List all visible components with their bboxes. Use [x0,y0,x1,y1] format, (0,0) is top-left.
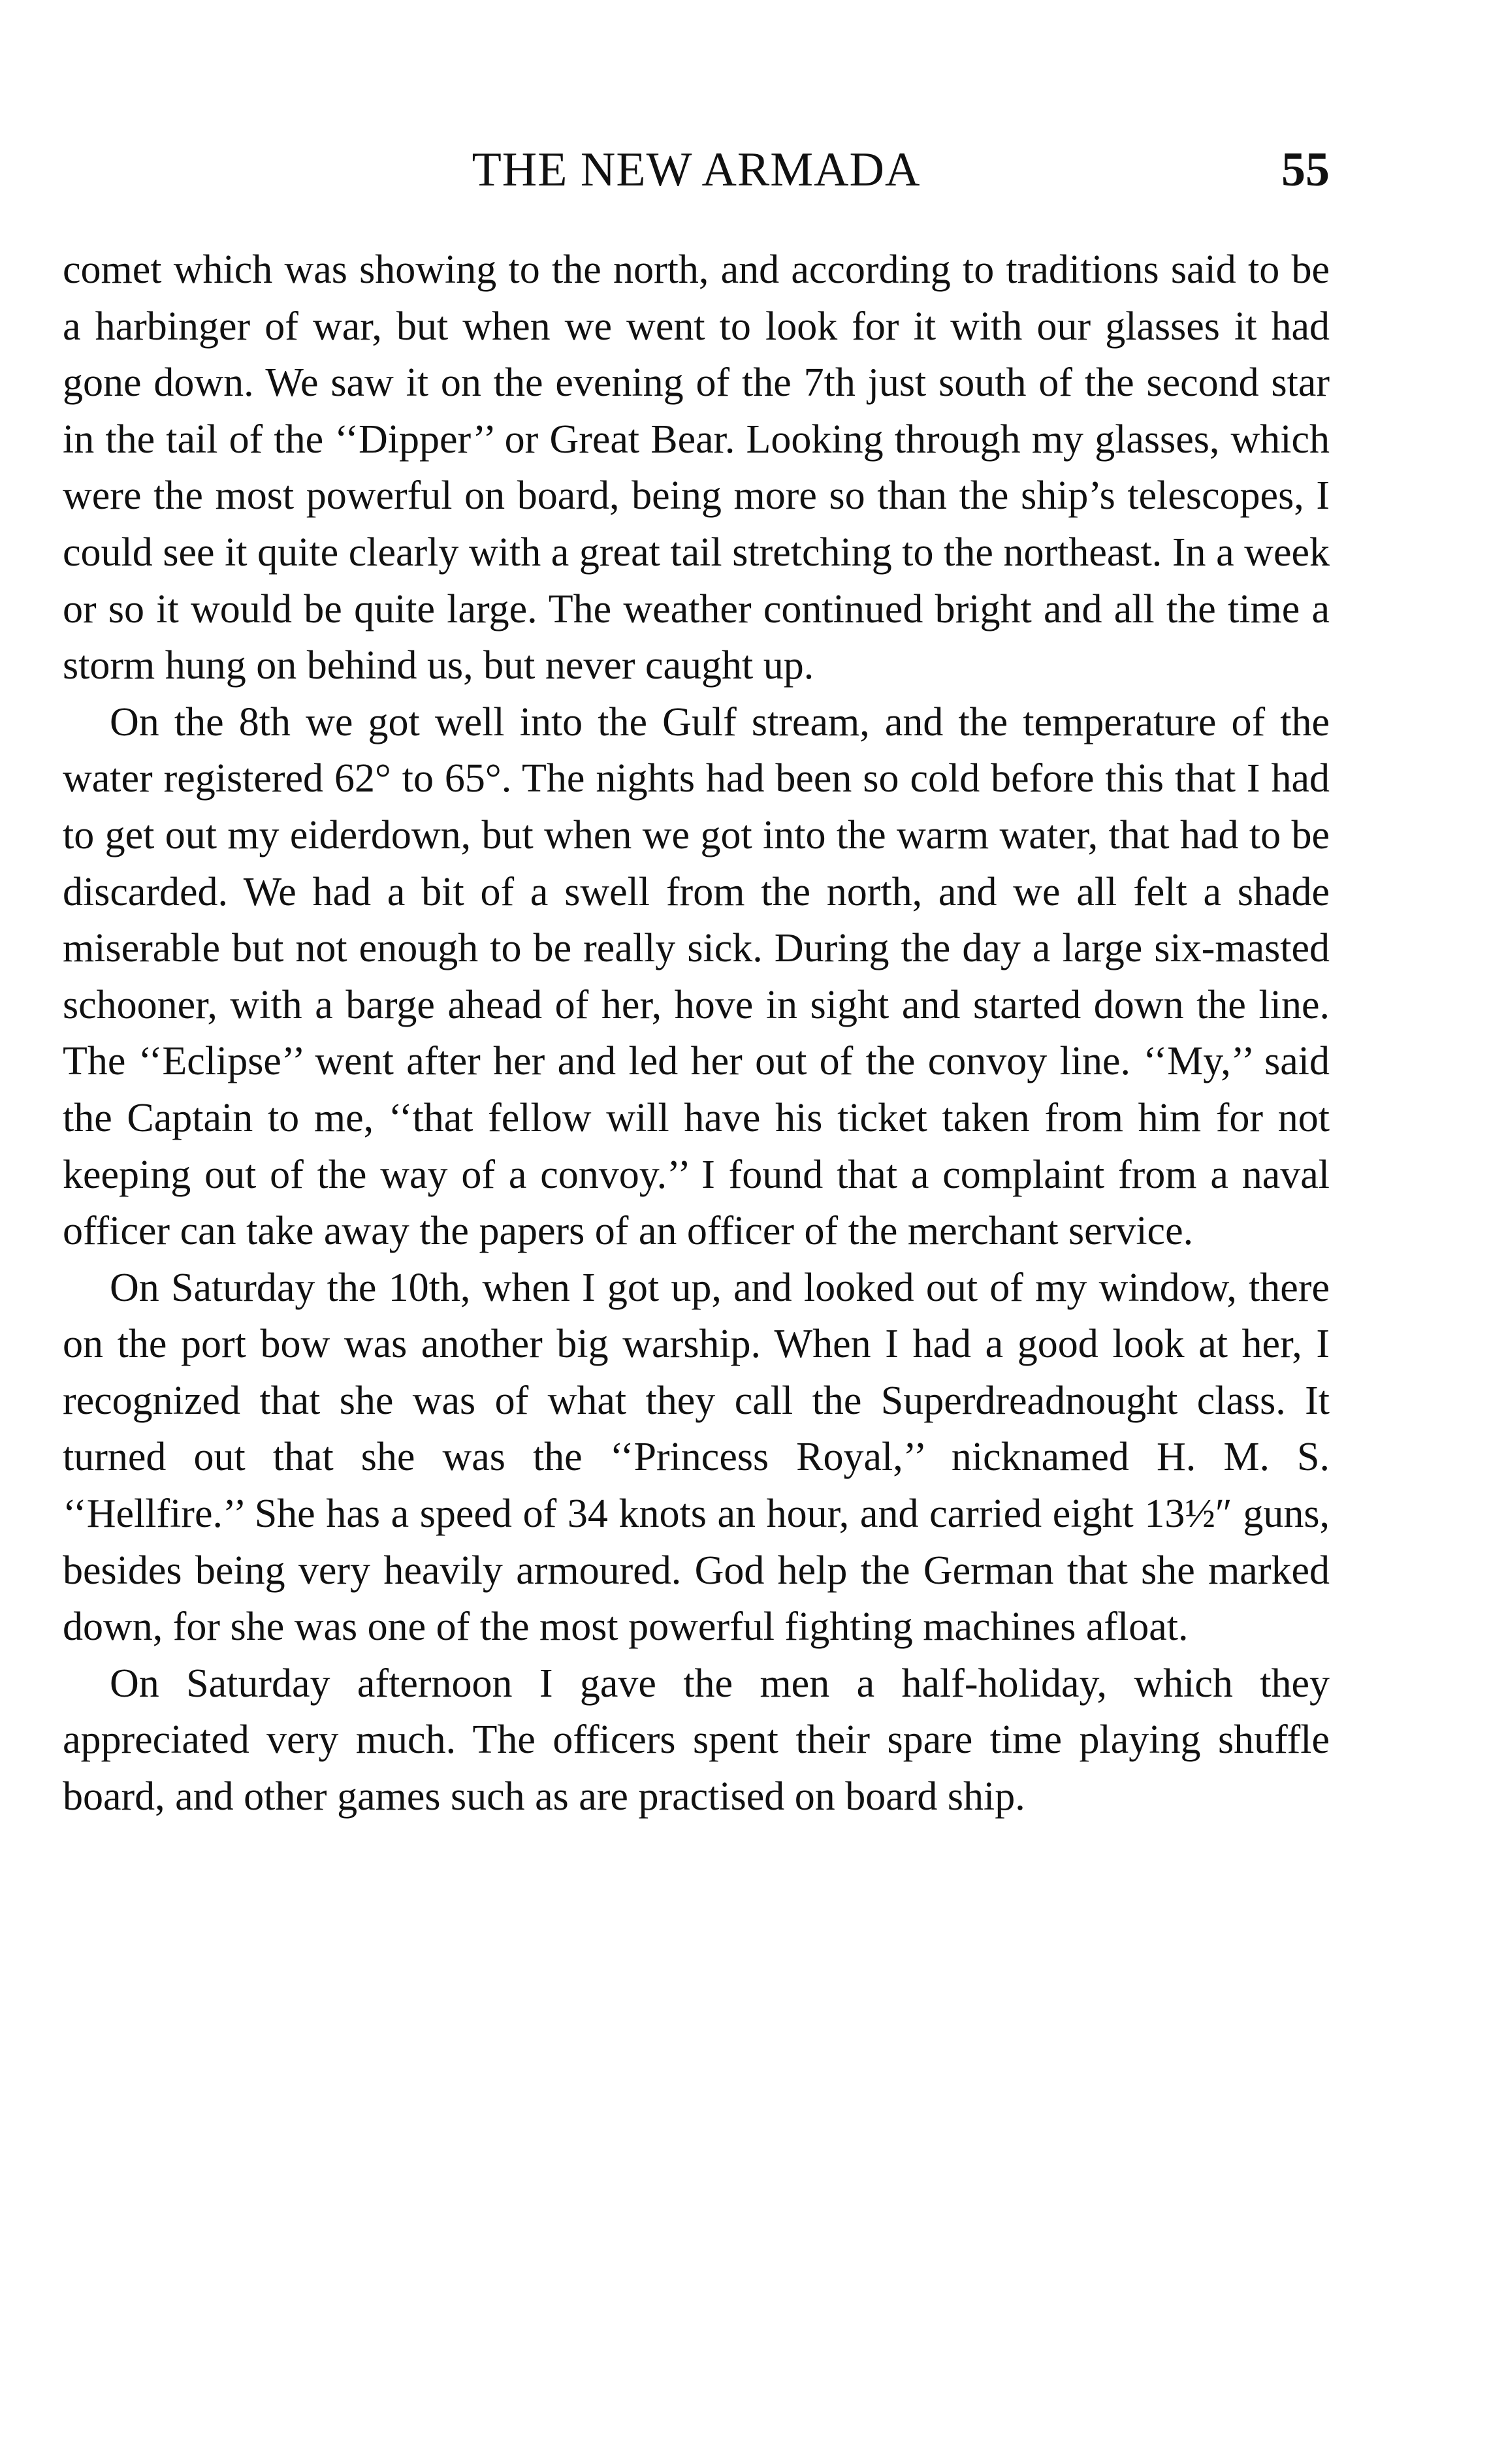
page-number: 55 [1281,143,1330,197]
paragraph-2: On the 8th we got well into the Gulf stream, and the temperature of the water registered 62° to 65°. The nights had been so cold before this that I had to get out my eiderdown, but when we got into the warm water, that had to be discarded. We had a bit of a swell from the north, and we all felt a shade miserable but not enough to be really sick. During the day a large six-masted schooner, with a barge ahead of her, hove in sight and started down the line. The ‘‘Eclipse’’ went after her and led her out of the convoy line. ‘‘My,’’ said the Captain to me, ‘‘that fellow will have his ticket taken from him for not keeping out of the way of a convoy.’’ I found that a complaint from a naval officer can take away the papers of an officer of the merchant service. [63,699,1330,1254]
paragraph-1: comet which was showing to the north, and according to traditions said to be a harbinger of war, but when we went to look for it with our glasses it had gone down. We saw it on the evening of the 7th just south of the second star in the tail of the ‘‘Dipper’’ or Great Bear. Looking through my glasses, which were the most powerful on board, being more so than the ship’s telescopes, I could see it quite clearly with a great tail stretching to the northeast. In a week or so it would be quite large. The weather continued bright and all the time a storm hung on behind us, but never caught up. [63,248,1330,688]
paragraph-4: On Saturday afternoon I gave the men a half-holiday, which they appreciated very much. The officers spent their spare time playing shuffle board, and other games such as are practised on board ship. [63,1661,1330,1819]
running-head [63,137,1330,202]
body-text [63,242,1330,1825]
paragraph-3: On Saturday the 10th, when I got up, and looked out of my window, there on the port bow was another big warship. When I had a good look at her, I recognized that she was of what they call the Superdreadnought class. It turned out that she was the ‘‘Princess Royal,’’ nicknamed H. M. S. ‘‘Hellfire.’’ She has a speed of 34 knots an hour, and carried eight 13½″ guns, besides being very heavily armoured. God help the German that she marked down, for she was one of the most powerful fighting machines afloat. [63,1265,1330,1650]
running-title: THE NEW ARMADA [472,143,921,197]
